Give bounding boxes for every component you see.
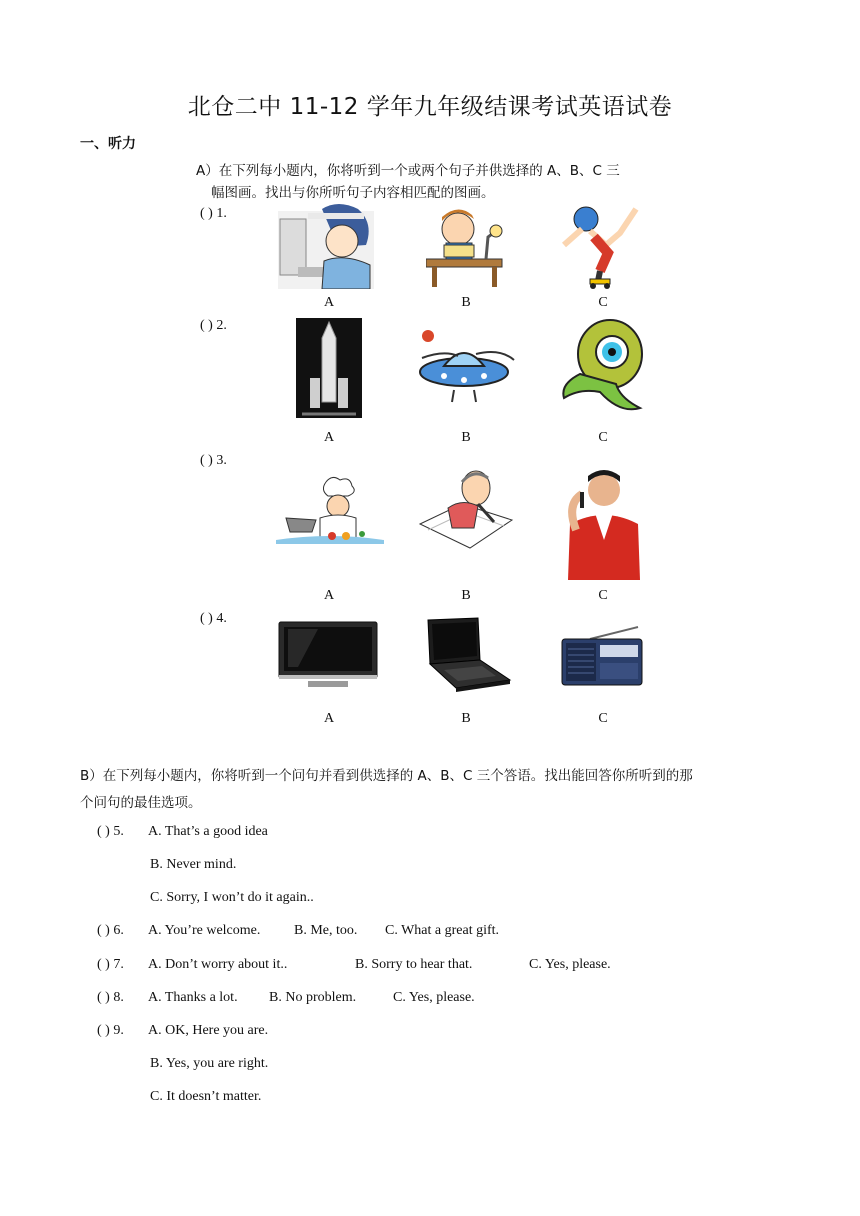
boy-reading-icon <box>426 201 506 289</box>
q3-label-b: B <box>461 588 471 603</box>
question-2-number: ( ) 2. <box>200 318 227 333</box>
tv-icon <box>278 621 378 689</box>
skater-icon <box>560 201 648 289</box>
q5-option-c: C. Sorry, I won’t do it again.. <box>150 890 314 905</box>
singer-icon <box>558 464 650 580</box>
question-5-number: ( ) 5. <box>97 824 124 839</box>
part-a-instruction-2: 幅图画。找出与你所听句子内容相匹配的图画。 <box>211 185 495 201</box>
q2-label-a: A <box>323 430 335 445</box>
q3-label-a: A <box>323 588 335 603</box>
q6-option-c: C. What a great gift. <box>385 923 500 938</box>
q1-label-c: C <box>598 295 608 310</box>
q7-option-a: A. Don’t worry about it.. <box>148 957 288 972</box>
q5-option-a: A. That’s a good idea <box>148 824 268 839</box>
part-b-instruction-1: B）在下列每小题内，你将听到一个问句并看到供选择的 A、B、C 三个答语。找出能回答你所听到的那 <box>80 768 693 784</box>
q8-option-b: B. No problem. <box>269 990 357 1005</box>
q5-option-b: B. Never mind. <box>150 857 237 872</box>
q1-label-b: B <box>461 295 471 310</box>
q8-option-c: C. Yes, please. <box>393 990 475 1005</box>
q7-option-c: C. Yes, please. <box>529 957 611 972</box>
q8-option-a: A. Thanks a lot. <box>148 990 238 1005</box>
q6-option-b: B. Me, too. <box>294 923 358 938</box>
alien-icon <box>560 318 648 418</box>
question-3-number: ( ) 3. <box>200 453 227 468</box>
question-7-number: ( ) 7. <box>97 957 124 972</box>
part-b-instruction-2: 个问句的最佳选项。 <box>80 795 202 811</box>
computer-user-icon <box>278 201 374 289</box>
question-4-number: ( ) 4. <box>200 611 227 626</box>
q9-option-c: C. It doesn’t matter. <box>150 1089 262 1104</box>
q6-option-a: A. You’re welcome. <box>148 923 261 938</box>
question-8-number: ( ) 8. <box>97 990 124 1005</box>
q3-label-c: C <box>598 588 608 603</box>
q2-label-b: B <box>461 430 471 445</box>
radio-icon <box>560 625 644 687</box>
ufo-icon <box>414 326 518 406</box>
writer-icon <box>418 468 514 554</box>
page-title: 北仓二中 11-12 学年九年级结课考试英语试卷 <box>187 94 673 120</box>
part-a-instruction-1: A）在下列每小题内，你将听到一个或两个句子并供选择的 A、B、C 三 <box>196 163 620 179</box>
q7-option-b: B. Sorry to hear that. <box>355 957 473 972</box>
q2-label-c: C <box>598 430 608 445</box>
laptop-icon <box>422 616 512 696</box>
q4-label-c: C <box>598 711 608 726</box>
question-6-number: ( ) 6. <box>97 923 124 938</box>
question-9-number: ( ) 9. <box>97 1023 124 1038</box>
q1-label-a: A <box>323 295 335 310</box>
chef-icon <box>276 474 384 550</box>
section-heading-listening: 一、听力 <box>80 136 136 152</box>
q4-label-b: B <box>461 711 471 726</box>
q4-label-a: A <box>323 711 335 726</box>
question-1-number: ( ) 1. <box>200 206 227 221</box>
rocket-icon <box>296 318 362 418</box>
q9-option-a: A. OK, Here you are. <box>148 1023 269 1038</box>
q9-option-b: B. Yes, you are right. <box>150 1056 269 1071</box>
